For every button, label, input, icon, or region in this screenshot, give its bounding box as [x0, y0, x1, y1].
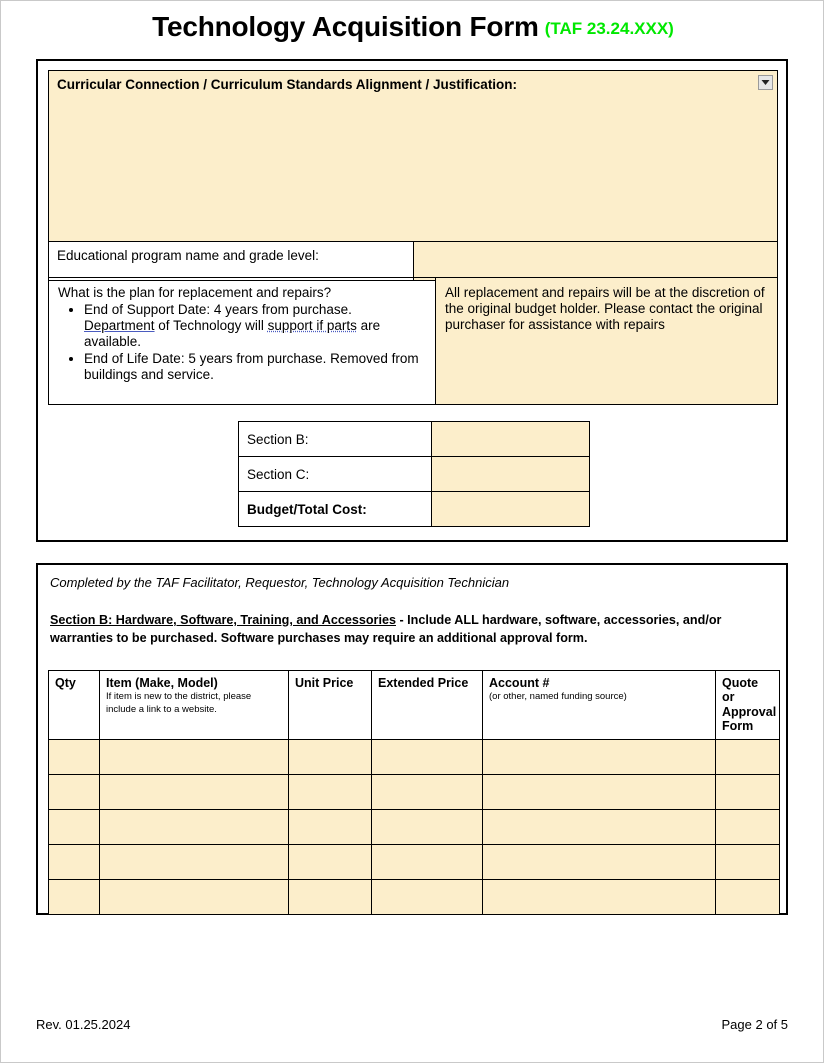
- column-header-1: [100, 671, 289, 740]
- column-header-title: Quote or Approval Form: [722, 676, 777, 734]
- bullet-text-run: support if parts: [267, 317, 357, 333]
- program-label: Educational program name and grade level:: [49, 242, 414, 281]
- column-header-4: [483, 671, 716, 740]
- column-header-title: Account #: [489, 676, 550, 690]
- item-cell-r1-c5[interactable]: [716, 774, 780, 809]
- bullet-text-run: are available.: [84, 317, 381, 349]
- page-footer: [36, 1017, 788, 1032]
- totals-value-field-1[interactable]: [432, 457, 590, 492]
- bullet-text-run: End of Life Date: 5 years from purchase. Removed from buildings and service.: [84, 350, 419, 382]
- item-cell-r4-c3[interactable]: [372, 879, 483, 914]
- replacement-plan-row: [49, 278, 778, 405]
- item-cell-r4-c4[interactable]: [483, 879, 716, 914]
- table-row: [239, 422, 590, 457]
- item-cell-r0-c0[interactable]: [49, 739, 100, 774]
- item-cell-r4-c2[interactable]: [289, 879, 372, 914]
- section-b-heading: Section B: Hardware, Software, Training, and Accessories: [50, 613, 396, 627]
- section-b-container: [36, 563, 788, 915]
- item-cell-r4-c5[interactable]: [716, 879, 780, 914]
- item-cell-r3-c0[interactable]: [49, 844, 100, 879]
- item-cell-r3-c1[interactable]: [100, 844, 289, 879]
- revision-label: Rev. 01.25.2024: [36, 1017, 131, 1032]
- totals-label-0: Section B:: [239, 422, 432, 457]
- item-cell-r0-c2[interactable]: [289, 739, 372, 774]
- item-cell-r0-c4[interactable]: [483, 739, 716, 774]
- section-b-intro: [50, 575, 774, 648]
- column-header-title: Item (Make, Model): [106, 676, 218, 690]
- column-header-title: Extended Price: [378, 676, 469, 690]
- item-cell-r3-c2[interactable]: [289, 844, 372, 879]
- column-header-title: Unit Price: [295, 676, 354, 690]
- column-header-subtitle: (or other, named funding source): [489, 691, 627, 703]
- section-b-description-text: - Include ALL hardware, software, accessories, and/or warranties to be purchased. Software purchases may require an additional approval form.: [50, 613, 722, 646]
- item-cell-r2-c4[interactable]: [483, 809, 716, 844]
- item-cell-r0-c3[interactable]: [372, 739, 483, 774]
- item-cell-r3-c5[interactable]: [716, 844, 780, 879]
- totals-table: [238, 421, 590, 527]
- justification-row: [49, 71, 778, 242]
- program-value-field[interactable]: [413, 242, 778, 281]
- page-title-text: Technology Acquisition Form: [152, 11, 539, 42]
- table-row: [49, 739, 780, 774]
- column-header-title: Qty: [55, 676, 76, 690]
- table-row: [49, 809, 780, 844]
- column-header-3: [372, 671, 483, 740]
- item-cell-r3-c4[interactable]: [483, 844, 716, 879]
- item-cell-r0-c5[interactable]: [716, 739, 780, 774]
- list-item: [84, 302, 426, 350]
- item-cell-r2-c5[interactable]: [716, 809, 780, 844]
- list-item: [84, 351, 426, 383]
- item-cell-r2-c3[interactable]: [372, 809, 483, 844]
- item-cell-r1-c1[interactable]: [100, 774, 289, 809]
- column-header-5: [716, 671, 780, 740]
- justification-table: [48, 70, 778, 281]
- table-row: [239, 492, 590, 527]
- section-b-items-table: [48, 670, 780, 915]
- bullet-text-run: Department: [84, 317, 155, 333]
- replacement-plan-bullets: [58, 302, 426, 383]
- item-cell-r1-c0[interactable]: [49, 774, 100, 809]
- totals-value-field-2[interactable]: [432, 492, 590, 527]
- table-row: [49, 844, 780, 879]
- completed-by-note: Completed by the TAF Facilitator, Requestor, Technology Acquisition Technician: [50, 575, 510, 590]
- section-a-container: [36, 59, 788, 542]
- item-cell-r3-c3[interactable]: [372, 844, 483, 879]
- totals-value-field-0[interactable]: [432, 422, 590, 457]
- bullet-text-run: End of Support Date: 4 years from purchase.: [84, 301, 352, 317]
- item-cell-r2-c2[interactable]: [289, 809, 372, 844]
- program-row: [49, 242, 778, 281]
- table-row: [49, 879, 780, 914]
- column-header-2: [289, 671, 372, 740]
- replacement-plan-question: What is the plan for replacement and repairs?: [58, 285, 332, 300]
- item-cell-r1-c3[interactable]: [372, 774, 483, 809]
- totals-label-2: Budget/Total Cost:: [239, 492, 432, 527]
- table-row: [239, 457, 590, 492]
- justification-field[interactable]: [49, 71, 778, 242]
- item-cell-r2-c0[interactable]: [49, 809, 100, 844]
- chevron-down-icon[interactable]: [758, 75, 773, 90]
- form-code-badge: (TAF 23.24.XXX): [544, 19, 674, 38]
- totals-label-1: Section C:: [239, 457, 432, 492]
- bullet-text-run: of Technology will: [154, 317, 268, 333]
- item-cell-r0-c1[interactable]: [100, 739, 289, 774]
- column-header-subtitle: If item is new to the district, please include a link to a website.: [106, 691, 252, 715]
- table-row: [49, 774, 780, 809]
- page-title: [1, 11, 824, 43]
- item-cell-r2-c1[interactable]: [100, 809, 289, 844]
- table-header-row: [49, 671, 780, 740]
- justification-label: Curricular Connection / Curriculum Standards Alignment / Justification:: [57, 77, 518, 92]
- replacement-plan-answer-field[interactable]: All replacement and repairs will be at the discretion of the original budget holder. Please contact the original purchaser for assistance with repairs: [436, 278, 778, 405]
- replacement-plan-table: [48, 277, 778, 405]
- replacement-plan-question-cell: [49, 278, 436, 405]
- page-number-label: Page 2 of 5: [721, 1017, 788, 1032]
- item-cell-r4-c1[interactable]: [100, 879, 289, 914]
- section-b-description: [50, 611, 774, 648]
- item-cell-r1-c2[interactable]: [289, 774, 372, 809]
- item-cell-r1-c4[interactable]: [483, 774, 716, 809]
- item-cell-r4-c0[interactable]: [49, 879, 100, 914]
- column-header-0: [49, 671, 100, 740]
